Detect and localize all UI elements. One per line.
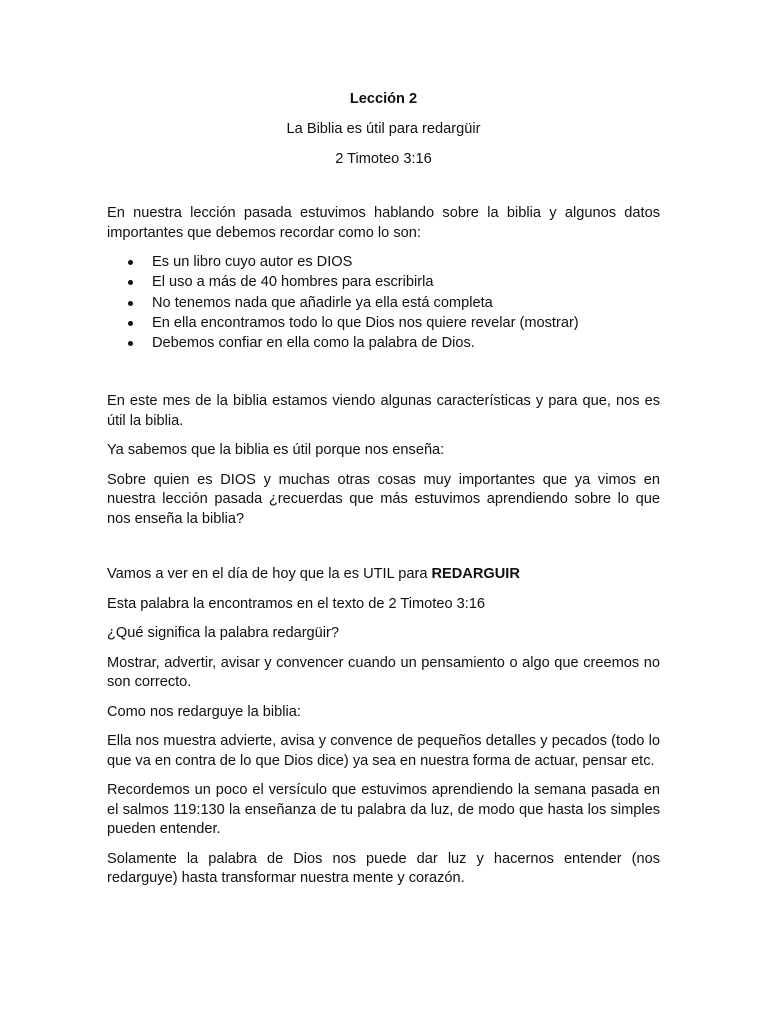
bullet-icon xyxy=(128,280,133,285)
paragraph: Ya sabemos que la biblia es útil porque nos enseña: xyxy=(107,442,445,459)
lesson-verse: 2 Timoteo 3:16 xyxy=(335,150,432,167)
lesson-subtitle: La Biblia es útil para redargüir xyxy=(286,121,481,137)
paragraph: Vamos a ver en el día de hoy que la es UTIL para REDARGUIR xyxy=(107,566,520,583)
list-item: En ella encontramos todo lo que Dios nos quiere revelar (mostrar) xyxy=(152,314,660,334)
paragraph: En este mes de la biblia estamos viendo algunas características y para que, nos es útil la biblia. xyxy=(107,393,660,429)
bullet-icon xyxy=(128,341,133,346)
paragraph: Esta palabra la encontramos en el texto de 2 Timoteo 3:16 xyxy=(107,595,486,612)
bullet-list xyxy=(107,253,660,354)
document-page xyxy=(107,90,660,889)
lesson-title: Lección 2 xyxy=(349,91,418,107)
paragraph: Solamente la palabra de Dios nos puede dar luz y hacernos entender (nos redarguye) hasta transformar nuestra mente y corazón. xyxy=(107,850,660,887)
paragraph: Ella nos muestra advierte, avisa y convence de pequeños detalles y pecados (todo lo que va en contra de lo que Dios dice) ya sea en nuestra forma de actuar, pensar etc. xyxy=(107,733,660,769)
emphasis-word: REDARGUIR xyxy=(431,566,520,583)
list-item: El uso a más de 40 hombres para escribirla xyxy=(152,273,660,293)
paragraph: ¿Qué significa la palabra redargüir? xyxy=(107,625,340,642)
list-item: Es un libro cuyo autor es DIOS xyxy=(152,253,660,273)
paragraph: Recordemos un poco el versículo que estuvimos aprendiendo la semana pasada en el salmos 119:130 la enseñanza de tu palabra da luz, de modo que hasta los simples pueden entender. xyxy=(107,782,660,838)
paragraph: Mostrar, advertir, avisar y convencer cuando un pensamiento o algo que creemos no son correcto. xyxy=(107,654,660,691)
paragraph: Como nos redarguye la biblia: xyxy=(107,703,301,720)
intro-paragraph: En nuestra lección pasada estuvimos hablando sobre la biblia y algunos datos importantes que debemos recordar como lo son: xyxy=(107,205,660,241)
list-item: Debemos confiar en ella como la palabra de Dios. xyxy=(152,334,660,354)
bullet-icon xyxy=(128,260,133,265)
list-item: No tenemos nada que añadirle ya ella está completa xyxy=(152,294,660,314)
bullet-icon xyxy=(128,301,133,306)
paragraph: Sobre quien es DIOS y muchas otras cosas muy importantes que ya vimos en nuestra lección pasada ¿recuerdas que más estuvimos aprendiendo sobre lo que nos enseña la biblia? xyxy=(107,471,660,527)
bullet-icon xyxy=(128,321,133,326)
